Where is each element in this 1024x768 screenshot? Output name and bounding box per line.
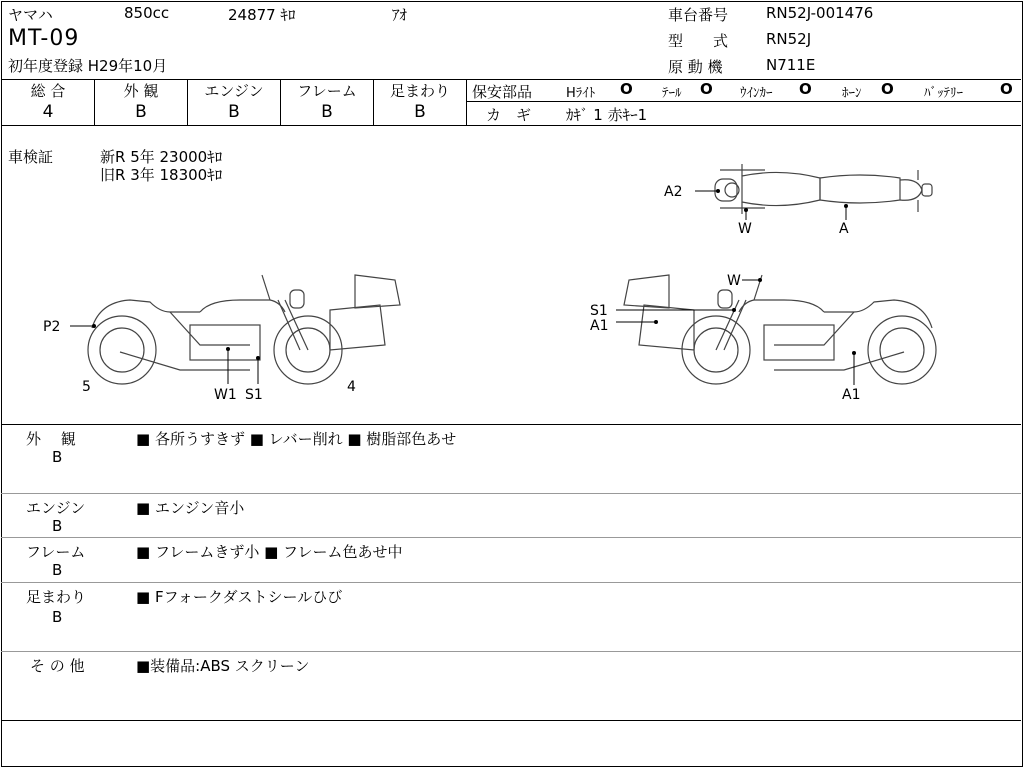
safety-horn: ﾎｰﾝ [842,86,862,101]
engine-value: N711E [766,56,816,74]
label-right-w: W [727,273,741,289]
color: ｱｵ [392,6,408,24]
maker: ヤマハ [8,6,53,24]
right-side-markers [616,278,856,385]
remarks-top [1,424,1021,425]
label-top-a: A [839,221,849,237]
grade-frame-label: フレーム [297,82,357,100]
safety-winker: ｳｲﾝｶｰ [740,86,773,101]
engine-label: 原 動 機 [668,58,723,76]
remark-engine-label: エンジン [26,499,86,517]
top-view-bike [715,164,932,214]
grade-total-label: 総 合 [30,82,66,100]
key-label: カ ギ [486,106,532,124]
label-left-4: 4 [347,379,356,395]
remark-suspension-grade: B [52,608,63,626]
remark-other-label: そ の 他 [30,657,85,675]
grade-suspension-label: 足まわり [389,82,450,100]
remark-exterior-text: ■ 各所うすきず ■ レバー削れ ■ 樹脂部色あせ [136,430,457,448]
grade-frame-value: B [321,102,333,122]
remark-suspension-text: ■ Fフォークダストシールひび [136,588,343,606]
grade-exterior-value: B [135,102,147,122]
mileage: 24877 ｷﾛ [228,6,296,24]
label-right-a1-bottom: A1 [842,387,861,403]
remark-exterior-grade: B [52,448,63,466]
remark-frame-grade: B [52,561,63,579]
safety-label: 保安部品 [472,83,533,101]
key-value: ｶｷﾞ 1 赤ｷｰ1 [566,106,648,124]
safety-headlight: Hﾗｲﾄ [566,86,596,101]
headlight-ok-mark: O [620,80,633,98]
label-left-5: 5 [82,379,91,395]
label-top-w: W [738,221,752,237]
winker-ok-mark: O [799,80,812,98]
battery-ok-mark: O [1000,80,1013,98]
remark-frame-text: ■ フレームきず小 ■ フレーム色あせ中 [136,543,403,561]
top-view-markers [695,189,848,220]
left-side-bike [88,275,400,384]
type-value: RN52J [766,30,812,48]
inspection-new: 新R 5年 23000ｷﾛ [100,148,223,166]
remark-engine-text: ■ エンジン音小 [136,499,245,517]
grade-total-value: 4 [42,102,54,122]
inspection-old: 旧R 3年 18300ｷﾛ [100,166,223,184]
grade-exterior-label: 外 観 [123,82,159,100]
label-right-a1: A1 [590,318,609,334]
label-top-a2: A2 [664,184,683,200]
model-name: MT-09 [8,26,80,51]
right-side-bike [624,275,936,384]
frame-no-label: 車台番号 [668,6,729,24]
inspection-label: 車検証 [8,148,54,166]
grade-suspension-value: B [414,102,426,122]
grade-engine-value: B [228,102,240,122]
safety-taillight: ﾃｰﾙ [662,86,682,101]
label-left-w1: W1 [214,387,237,403]
frame-no: RN52J-001476 [766,4,874,22]
remark-suspension-label: 足まわり [26,588,87,606]
type-label: 型 式 [668,32,729,50]
displacement: 850cc [124,4,170,22]
first-registration: 初年度登録 H29年10月 [8,57,168,75]
remarks-bottom [1,720,1021,721]
grade-engine-label: エンジン [204,82,264,100]
label-left-p2: P2 [43,319,61,335]
remark-exterior-label: 外 観 [26,430,76,448]
label-left-s1: S1 [245,387,263,403]
remark-engine-grade: B [52,517,63,535]
remark-other-text: ■装備品:ABS スクリーン [136,657,310,675]
label-right-s1: S1 [590,303,608,319]
taillight-ok-mark: O [700,80,713,98]
remark-frame-label: フレーム [26,543,86,561]
horn-ok-mark: O [881,80,894,98]
safety-battery: ﾊﾞｯﾃﾘｰ [924,86,963,101]
